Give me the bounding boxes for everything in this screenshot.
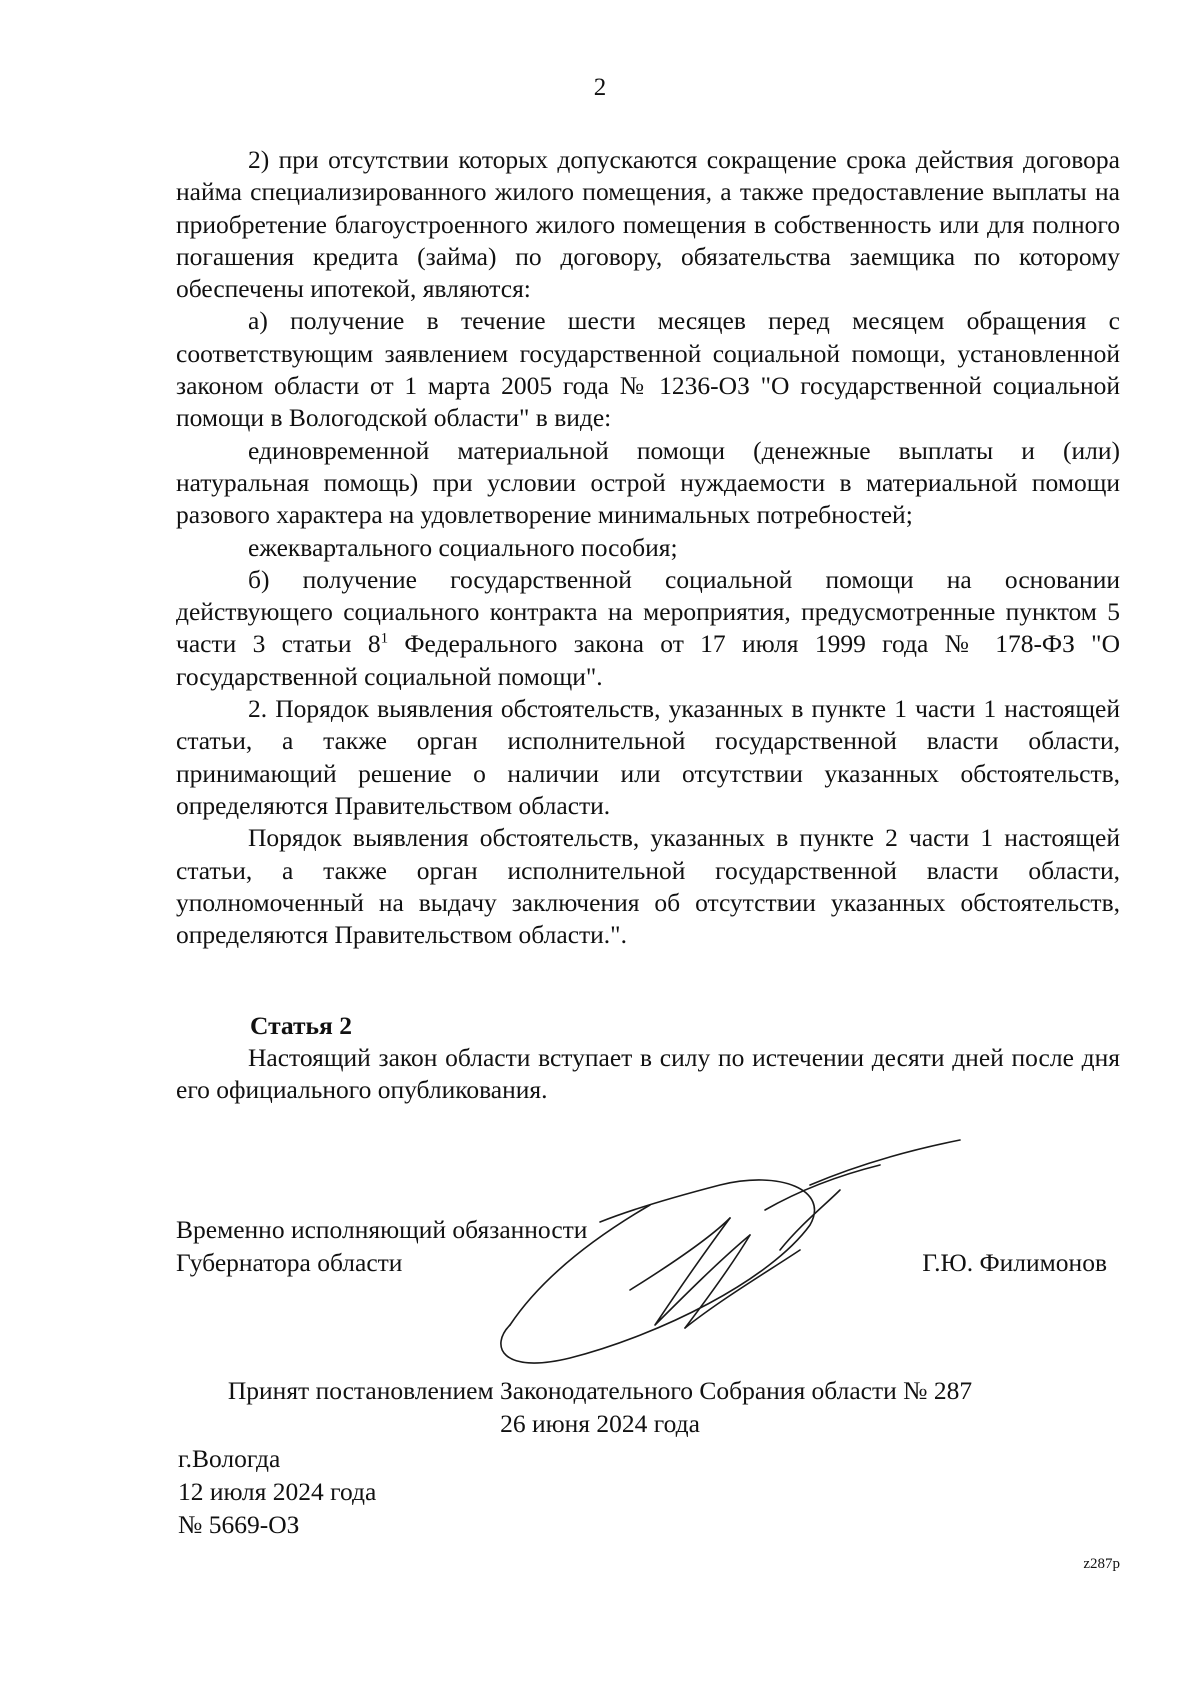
- paragraph-b-text-before: б) получение государственной социальной помощи на основании действующего социального контракта на мероприятия, предусмотренные пунктом 5 части 3 статьи 8: [176, 564, 1120, 659]
- paragraph-b: [176, 564, 1120, 693]
- adoption-line2: 26 июня 2024 года: [500, 1409, 700, 1438]
- article-2-heading: Статья 2: [250, 1011, 352, 1040]
- paragraph: 2. Порядок выявления обстоятельств, указанных в пункте 1 части 1 настоящей статьи, а также орган исполнительной государственной власти области, принимающий решение о наличии или отсутствии указанных обстоятельств, определяются Правительством области.: [176, 694, 1120, 820]
- place-date-number: [178, 1442, 376, 1541]
- superscript: 1: [380, 630, 389, 647]
- signer-position-line2: Губернатора области: [176, 1248, 403, 1277]
- paragraph: ежеквартального социального пособия;: [248, 532, 678, 562]
- paragraph: единовременной материальной помощи (денежные выплаты и (или) натуральная помощь) при условии острой нуждаемости в материальной помощи разового характера на удовлетворение минимальных потребностей;: [176, 435, 1120, 530]
- signer-position-line1: Временно исполняющий обязанности: [176, 1215, 588, 1244]
- adoption-note: [0, 1374, 1200, 1440]
- page-number: 2: [593, 74, 607, 101]
- article-2-body: [176, 1042, 1120, 1107]
- paragraph-b-text-after: Федерального закона от 17 июля 1999 года № 178-ФЗ "О государственной социальной помощи".: [176, 629, 1120, 691]
- paragraph: а) получение в течение шести месяцев перед месяцем обращения с соответствующим заявлением государственной социальной помощи, установленной законом области от 1 марта 2005 года № 1236-ОЗ "О государственной социальной помощи в Вологодской области" в виде:: [176, 306, 1120, 433]
- paragraph: Порядок выявления обстоятельств, указанных в пункте 2 части 1 настоящей статьи, а также орган исполнительной государственной власти области, уполномоченный на выдачу заключения об отсутствии указанных обстоятельств, определяются Правительством области.".: [176, 823, 1120, 950]
- handwritten-signature: [480, 1130, 980, 1370]
- law-number: № 5669-ОЗ: [178, 1510, 300, 1539]
- signer-name: Г.Ю. Филимонов: [922, 1248, 1107, 1277]
- document-code: z287p: [1083, 1556, 1120, 1572]
- law-text-body: [176, 144, 1120, 951]
- city: г.Вологда: [178, 1444, 281, 1473]
- paragraph: 2) при отсутствии которых допускаются сокращение срока действия договора найма специализированного жилого помещения, а также предоставление выплаты на приобретение благоустроенного жилого помещения в собственность или для полного погашения кредита (займа) по договору, обязательства заемщика по которому обеспечены ипотекой, являются:: [176, 145, 1120, 304]
- article-2-text: Настоящий закон области вступает в силу по истечении десяти дней после дня его официального опубликования.: [176, 1043, 1120, 1105]
- adoption-line1: Принят постановлением Законодательного Собрания области № 287: [227, 1376, 973, 1405]
- signing-date: 12 июля 2024 года: [178, 1477, 377, 1506]
